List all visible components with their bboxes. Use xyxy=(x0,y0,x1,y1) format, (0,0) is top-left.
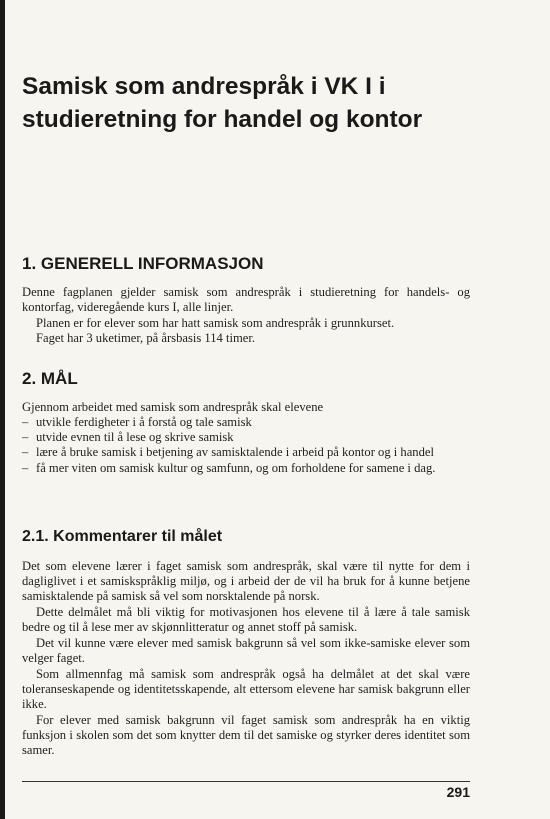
section-2-1-paragraph-1: Det som elevene lærer i faget samisk som andrespråk, skal være til nytte for dem i dagliglivet i et samiskspråklig miljø, og i arbeid der de vil ha bruk for å kunne betjene samisktalende på samisk så vel som norsktalende på norsk. xyxy=(22,559,470,604)
dash-marker: – xyxy=(22,445,29,460)
dash-marker: – xyxy=(22,430,29,445)
section-2-1-paragraph-2: Dette delmålet må bli viktig for motivasjonen hos elevene til å lære å tale samisk bedre og til å lese mer av skjønnlitteratur og annet stoff på samisk. xyxy=(22,605,470,635)
goal-item-text: få mer viten om samisk kultur og samfunn, og om forholdene for samene i dag. xyxy=(36,460,436,475)
dash-marker: – xyxy=(22,415,29,429)
goal-item-text: lære å bruke samisk i betjening av samisktalende i arbeid på kontor og i handel xyxy=(36,445,434,460)
section-2-1-paragraph-4: Som allmennfag må samisk som andrespråk også ha delmålet at det skal være toleranseskapende og identitetsskapende, alt ettersom elevene har samisk bakgrunn eller ikke. xyxy=(22,667,470,712)
section-1-paragraph-2: Planen er for elever som har hatt samisk som andrespråk i grunnkurset. xyxy=(36,316,395,330)
section-1-heading: 1. GENERELL INFORMASJON xyxy=(22,254,264,273)
goal-item xyxy=(22,445,470,460)
goal-list xyxy=(22,415,470,476)
goal-item xyxy=(22,430,470,445)
section-2-heading: 2. MÅL xyxy=(22,369,78,388)
section-2-intro: Gjennom arbeidet med samisk som andrespråk skal elevene xyxy=(22,400,324,414)
section-1-paragraph-3: Faget har 3 uketimer, på årsbasis 114 timer. xyxy=(36,331,256,345)
footer-rule xyxy=(22,781,470,782)
goal-item-text: utvide evnen til å lese og skrive samisk xyxy=(36,430,234,445)
dash-marker: – xyxy=(22,460,29,475)
section-1-paragraph-1: Denne fagplanen gjelder samisk som andrespråk i studieretning for handels- og kontorfag, videregående kurs I, alle linjer. xyxy=(22,285,470,315)
goal-item xyxy=(22,461,470,476)
section-2-1-heading: 2.1. Kommentarer til målet xyxy=(22,528,223,545)
page-title: Samisk som andrespråk i VK I i studieretning for handel og kontor xyxy=(22,73,423,133)
section-2-1-paragraph-3: Det vil kunne være elever med samisk bakgrunn så vel som ikke-samiske elever som velger faget. xyxy=(22,636,470,666)
page-number: 291 xyxy=(446,784,470,800)
page-edge-bar xyxy=(0,0,5,819)
goal-item-text: utvikle ferdigheter i å forstå og tale samisk xyxy=(36,415,252,429)
section-2-1-paragraph-5: For elever med samisk bakgrunn vil faget samisk som andrespråk ha en viktig funksjon i skolen som det som knytter dem til det samiske og styrker deres identitet som samer. xyxy=(22,713,470,758)
goal-item xyxy=(22,415,470,430)
